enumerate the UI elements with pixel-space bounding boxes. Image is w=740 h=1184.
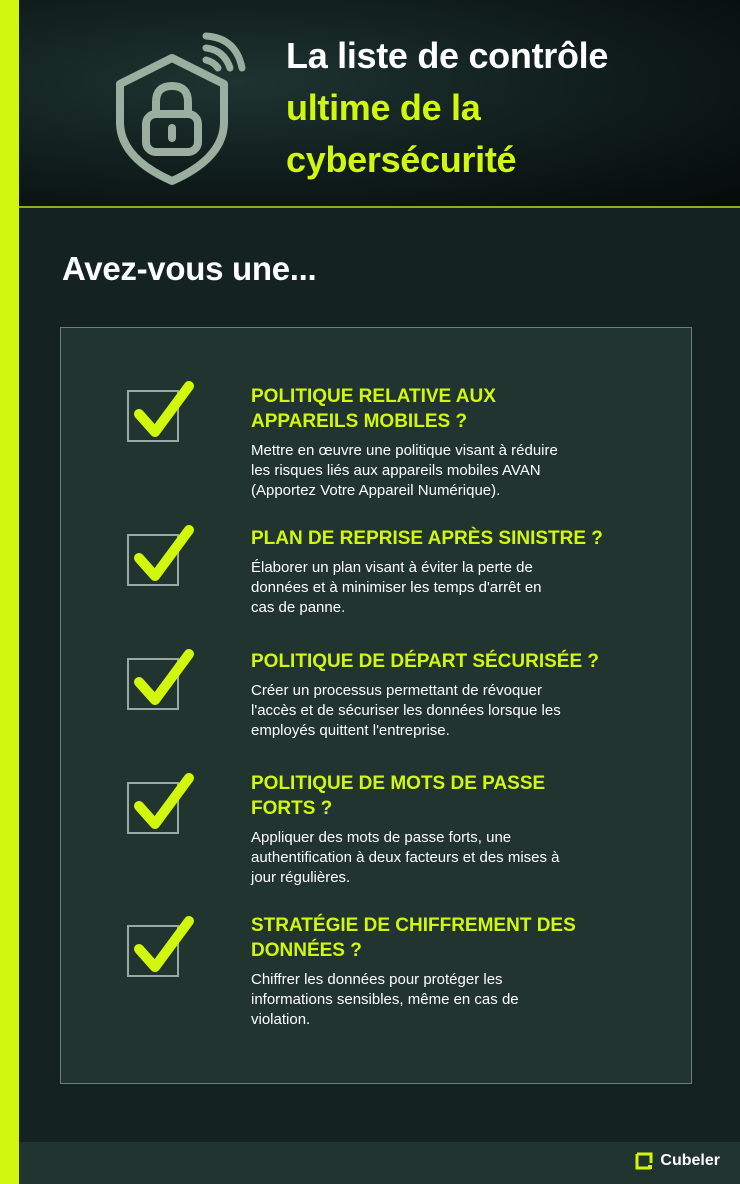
shield-lock-wifi-icon — [112, 26, 252, 186]
question-heading: Avez-vous une... — [62, 250, 317, 287]
title-line-1: La liste de contrôle — [286, 35, 609, 76]
item-title — [251, 384, 631, 434]
accent-bar — [0, 0, 19, 1184]
description-line: jour régulières. — [251, 869, 351, 886]
title-line-3: cybersécurité — [286, 139, 517, 180]
checkmark-icon — [127, 913, 197, 979]
cubeler-logo-icon — [634, 1151, 654, 1171]
brand-name: Cubeler — [660, 1152, 720, 1169]
description-line: Élaborer un plan visant à éviter la perte de — [251, 559, 533, 576]
item-title — [251, 526, 631, 551]
item-description — [251, 558, 626, 618]
description-line: données et à minimiser les temps d'arrêt en — [251, 579, 542, 596]
description-line: Chiffrer les données pour protéger les — [251, 971, 503, 988]
item-title — [251, 649, 631, 674]
checkmark-icon — [127, 522, 197, 588]
checkmark-icon — [127, 646, 197, 712]
description-line: cas de panne. — [251, 599, 346, 616]
description-line: authentification à deux facteurs et des mises à — [251, 849, 560, 866]
checklist-panel — [60, 327, 692, 1084]
description-line: (Apportez Votre Appareil Numérique). — [251, 482, 501, 499]
description-line: Appliquer des mots de passe forts, une — [251, 829, 512, 846]
description-line: l'accès et de sécuriser les données lorsque les — [251, 702, 561, 719]
description-line: informations sensibles, même en cas de — [251, 991, 519, 1008]
checkmark-icon — [127, 770, 197, 836]
item-title-line: FORTS ? — [251, 798, 333, 819]
item-title — [251, 771, 631, 821]
item-title-line: POLITIQUE DE MOTS DE PASSE — [251, 773, 546, 794]
page-title — [286, 30, 726, 186]
item-title-line: STRATÉGIE DE CHIFFREMENT DES — [251, 915, 576, 936]
description-line: les risques liés aux appareils mobiles AVAN — [251, 462, 541, 479]
item-title-line: POLITIQUE DE DÉPART SÉCURISÉE ? — [251, 651, 600, 672]
item-title — [251, 913, 631, 963]
checkmark-icon — [127, 378, 197, 444]
description-line: Créer un processus permettant de révoquer — [251, 682, 542, 699]
item-description — [251, 681, 626, 741]
brand-logo — [634, 1151, 720, 1171]
item-title-line: DONNÉES ? — [251, 940, 362, 961]
item-title-line: APPAREILS MOBILES ? — [251, 411, 468, 432]
description-line: Mettre en œuvre une politique visant à réduire — [251, 442, 558, 459]
item-title-line: PLAN DE REPRISE APRÈS SINISTRE ? — [251, 528, 603, 549]
title-line-2: ultime de la — [286, 87, 481, 128]
item-title-line: POLITIQUE RELATIVE AUX — [251, 386, 496, 407]
description-line: employés quittent l'entreprise. — [251, 722, 450, 739]
item-description — [251, 828, 626, 888]
footer — [19, 1142, 740, 1184]
item-description — [251, 441, 626, 501]
description-line: violation. — [251, 1011, 311, 1028]
item-description — [251, 970, 626, 1030]
